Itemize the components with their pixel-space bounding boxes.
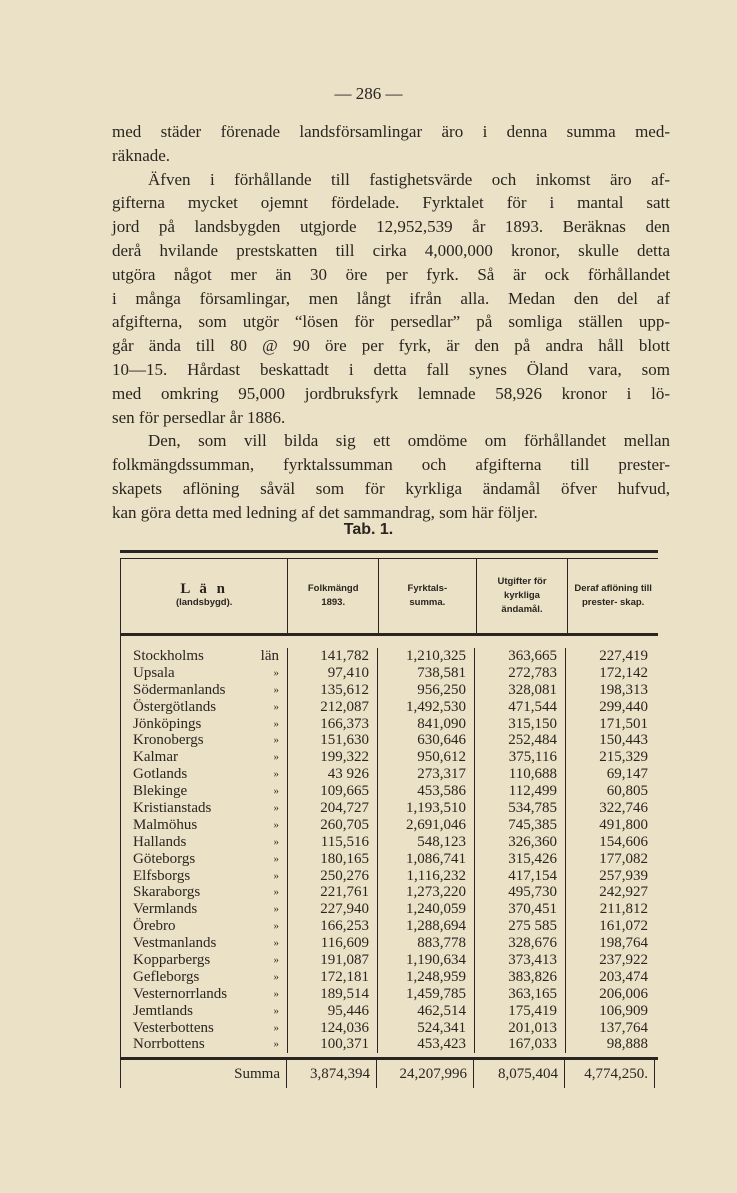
ditto-mark: » bbox=[273, 818, 279, 831]
county-cell bbox=[121, 1020, 288, 1037]
deraf-cell: 98,888 bbox=[606, 1036, 648, 1053]
table-row bbox=[121, 969, 658, 986]
utgifter-cell: 112,499 bbox=[475, 783, 566, 800]
utgifter-cell: 383,826 bbox=[475, 969, 566, 986]
county-cell bbox=[121, 884, 288, 901]
deraf-cell: 60,805 bbox=[606, 783, 648, 800]
fyrktal-cell: 1,210,325 bbox=[378, 648, 475, 665]
ditto-mark: » bbox=[273, 751, 279, 764]
county-name: Elfsborgs bbox=[133, 867, 191, 884]
fyrktal-cell: 1,492,530 bbox=[378, 699, 475, 716]
text-line: derå hvilande prestskatten till cirka 4,000,000 kronor, skulle detta bbox=[112, 240, 670, 260]
header-lan-sub: (landsbygd). bbox=[175, 597, 233, 608]
deraf-cell: 322,746 bbox=[599, 800, 648, 817]
utgifter-cell: 370,451 bbox=[475, 901, 566, 918]
table-row bbox=[121, 918, 658, 935]
ditto-mark: län bbox=[260, 648, 279, 664]
table-row bbox=[121, 665, 658, 682]
utgifter-cell: 363,165 bbox=[475, 986, 566, 1003]
folkmangd-cell: 124,036 bbox=[288, 1020, 378, 1037]
text-line: i många församlingar, men långt ifrån alla. Medan den del af bbox=[112, 288, 670, 308]
text-line: afgifterna, som utgör “lösen för persedlar” på somliga ställen upp- bbox=[112, 312, 670, 332]
utgifter-cell: 471,544 bbox=[475, 699, 566, 716]
table-row bbox=[121, 868, 658, 885]
utgifter-cell: 201,013 bbox=[475, 1020, 566, 1037]
fyrktal-cell: 453,423 bbox=[378, 1036, 475, 1053]
text-line: folkmängdssumman, fyrktalssumman och afgifterna till prester- bbox=[112, 455, 670, 475]
utgifter-cell: 252,484 bbox=[475, 732, 566, 749]
table-row bbox=[121, 1003, 658, 1020]
utgifter-cell: 275 585 bbox=[475, 918, 566, 935]
county-name: Vesternorrlands bbox=[133, 985, 228, 1002]
ditto-mark: » bbox=[273, 1038, 279, 1051]
table-row bbox=[121, 749, 658, 766]
utgifter-cell: 363,665 bbox=[475, 648, 566, 665]
utgifter-cell: 110,688 bbox=[475, 766, 566, 783]
folkmangd-cell: 115,516 bbox=[288, 834, 378, 851]
county-cell bbox=[121, 716, 288, 733]
summa-folkmangd: 3,874,394 bbox=[287, 1060, 377, 1088]
table-row bbox=[121, 682, 658, 699]
county-name: Upsala bbox=[133, 664, 175, 681]
deraf-cell: 242,927 bbox=[599, 884, 648, 901]
text-line: Den, som vill bilda sig ett omdöme om förhållandet mellan bbox=[148, 431, 670, 451]
text-line: sen för persedlar år 1886. bbox=[112, 407, 286, 427]
deraf-cell: 227,419 bbox=[599, 648, 648, 664]
county-name: Skaraborgs bbox=[133, 884, 201, 901]
county-name: Hallands bbox=[133, 833, 187, 850]
county-name: Kristianstads bbox=[133, 800, 212, 817]
folkmangd-cell: 97,410 bbox=[288, 665, 378, 682]
text-line: skapets aflöning såväl som för kyrkliga ändamål öfver hufvud, bbox=[112, 478, 670, 498]
table-row bbox=[121, 817, 658, 834]
fyrktal-cell: 1,459,785 bbox=[378, 986, 475, 1003]
county-name: Jönköpings bbox=[133, 715, 202, 732]
ditto-mark: » bbox=[273, 886, 279, 899]
county-cell bbox=[121, 732, 288, 749]
ditto-mark: » bbox=[273, 785, 279, 798]
utgifter-cell: 373,413 bbox=[475, 952, 566, 969]
fyrktal-cell: 548,123 bbox=[378, 834, 475, 851]
header-fyrktal-label: Fyrktals- summa. bbox=[407, 583, 448, 608]
text-line: med omkring 95,000 jordbruksfyrk lemnade 58,926 kronor i lö- bbox=[112, 383, 670, 403]
county-name: Kopparbergs bbox=[133, 952, 211, 969]
top-rule bbox=[120, 550, 658, 559]
fyrktal-cell: 1,086,741 bbox=[378, 851, 475, 868]
deraf-cell: 69,147 bbox=[606, 766, 648, 783]
summa-deraf: 4,774,250. bbox=[565, 1060, 655, 1088]
table-row bbox=[121, 935, 658, 952]
deraf-cell: 150,443 bbox=[599, 732, 648, 749]
fyrktal-cell: 273,317 bbox=[378, 766, 475, 783]
county-name: Norrbottens bbox=[133, 1036, 205, 1053]
table-header bbox=[120, 559, 658, 636]
header-lan bbox=[121, 559, 288, 633]
ditto-mark: » bbox=[273, 683, 279, 696]
utgifter-cell: 315,426 bbox=[475, 851, 566, 868]
county-cell bbox=[121, 901, 288, 918]
county-name: Blekinge bbox=[133, 783, 188, 800]
county-cell bbox=[121, 918, 288, 935]
fyrktal-cell: 1,190,634 bbox=[378, 952, 475, 969]
county-name: Vesterbottens bbox=[133, 1019, 214, 1036]
fyrktal-cell: 950,612 bbox=[378, 749, 475, 766]
folkmangd-cell: 212,087 bbox=[288, 699, 378, 716]
county-name: Östergötlands bbox=[133, 698, 217, 715]
utgifter-cell: 167,033 bbox=[475, 1036, 566, 1053]
deraf-cell: 172,142 bbox=[599, 664, 648, 681]
summa-fyrktal: 24,207,996 bbox=[377, 1060, 474, 1088]
ditto-mark: » bbox=[273, 903, 279, 916]
county-name: Örebro bbox=[133, 918, 176, 935]
folkmangd-cell: 109,665 bbox=[288, 783, 378, 800]
deraf-cell: 299,440 bbox=[599, 698, 648, 715]
header-fyrktal bbox=[379, 559, 477, 633]
deraf-cell: 137,764 bbox=[599, 1019, 648, 1036]
folkmangd-cell: 204,727 bbox=[288, 800, 378, 817]
folkmangd-cell: 172,181 bbox=[288, 969, 378, 986]
folkmangd-cell: 221,761 bbox=[288, 884, 378, 901]
deraf-cell: 177,082 bbox=[599, 850, 648, 867]
county-name: Vestmanlands bbox=[133, 935, 217, 952]
ditto-mark: » bbox=[273, 987, 279, 1000]
folkmangd-cell: 100,371 bbox=[288, 1036, 378, 1053]
text-line: jord på landsbygden utgjorde 12,952,539 år 1893. Beräknas den bbox=[112, 217, 670, 237]
county-name: Vermlands bbox=[133, 901, 198, 918]
ditto-mark: » bbox=[273, 869, 279, 882]
header-utgifter-label: Utgifter för kyrkliga ändamål. bbox=[497, 576, 547, 615]
table-row bbox=[121, 1036, 658, 1053]
ditto-mark: » bbox=[273, 835, 279, 848]
deraf-cell: 154,606 bbox=[599, 833, 648, 850]
folkmangd-cell: 227,940 bbox=[288, 901, 378, 918]
fyrktal-cell: 453,586 bbox=[378, 783, 475, 800]
county-cell bbox=[121, 699, 288, 716]
summa-label: Summa bbox=[120, 1060, 287, 1088]
county-cell bbox=[121, 648, 288, 665]
ditto-mark: » bbox=[273, 852, 279, 865]
county-cell bbox=[121, 834, 288, 851]
text-line: 10—15. Hårdast beskattadt i detta fall synes Öland vara, som bbox=[112, 359, 670, 379]
fyrktal-cell: 738,581 bbox=[378, 665, 475, 682]
deraf-cell: 198,313 bbox=[599, 681, 648, 698]
county-name: Jemtlands bbox=[133, 1002, 193, 1019]
folkmangd-cell: 166,373 bbox=[288, 716, 378, 733]
utgifter-cell: 417,154 bbox=[475, 868, 566, 885]
header-deraf-label: Deraf aflöning till prester- skap. bbox=[574, 583, 652, 608]
text-line: med städer förenade landsförsamlingar äro i denna summa med- bbox=[112, 122, 670, 141]
county-name: Stockholms bbox=[133, 648, 204, 664]
header-folkmangd bbox=[288, 559, 379, 633]
folkmangd-cell: 250,276 bbox=[288, 868, 378, 885]
utgifter-cell: 175,419 bbox=[475, 1003, 566, 1020]
county-name: Göteborgs bbox=[133, 850, 196, 867]
utgifter-cell: 328,676 bbox=[475, 935, 566, 952]
table-row bbox=[121, 884, 658, 901]
fyrktal-cell: 1,240,059 bbox=[378, 901, 475, 918]
ditto-mark: » bbox=[273, 802, 279, 815]
table-row bbox=[121, 648, 658, 665]
county-cell bbox=[121, 935, 288, 952]
deraf-cell: 106,909 bbox=[599, 1002, 648, 1019]
ditto-mark: » bbox=[273, 970, 279, 983]
utgifter-cell: 495,730 bbox=[475, 884, 566, 901]
deraf-cell: 171,501 bbox=[599, 715, 648, 732]
county-name: Kronobergs bbox=[133, 732, 204, 749]
table-row bbox=[121, 783, 658, 800]
summa-utgifter: 8,075,404 bbox=[474, 1060, 565, 1088]
deraf-cell: 237,922 bbox=[599, 952, 648, 969]
fyrktal-cell: 841,090 bbox=[378, 716, 475, 733]
folkmangd-cell: 260,705 bbox=[288, 817, 378, 834]
fyrktal-cell: 630,646 bbox=[378, 732, 475, 749]
county-cell bbox=[121, 682, 288, 699]
deraf-cell: 211,812 bbox=[599, 901, 648, 918]
deraf-cell: 491,800 bbox=[599, 816, 648, 833]
header-lan-title: L ä n bbox=[180, 581, 228, 597]
fyrktal-cell: 883,778 bbox=[378, 935, 475, 952]
utgifter-cell: 328,081 bbox=[475, 682, 566, 699]
county-name: Gefleborgs bbox=[133, 968, 200, 985]
ditto-mark: » bbox=[273, 937, 279, 950]
table-row bbox=[121, 901, 658, 918]
body-text bbox=[112, 120, 670, 525]
county-cell bbox=[121, 749, 288, 766]
fyrktal-cell: 1,288,694 bbox=[378, 918, 475, 935]
table-row bbox=[121, 834, 658, 851]
utgifter-cell: 326,360 bbox=[475, 834, 566, 851]
county-name: Malmöhus bbox=[133, 816, 198, 833]
table-row bbox=[121, 716, 658, 733]
ditto-mark: » bbox=[273, 920, 279, 933]
text-line: Äfven i förhållande till fastighetsvärde och inkomst äro af- bbox=[148, 169, 670, 189]
text-line: gifterna mycket ojemnt fördelade. Fyrktalet för i mantal satt bbox=[112, 193, 670, 213]
fyrktal-cell: 1,116,232 bbox=[378, 868, 475, 885]
county-name: Södermanlands bbox=[133, 681, 226, 698]
deraf-cell: 215,329 bbox=[599, 749, 648, 766]
table-title: Tab. 1. bbox=[343, 521, 394, 538]
fyrktal-cell: 956,250 bbox=[378, 682, 475, 699]
text-line: utgöra något mer än 30 öre per fyrk. Så är ock förhållandet bbox=[112, 264, 670, 284]
utgifter-cell: 745,385 bbox=[475, 817, 566, 834]
deraf-cell: 198,764 bbox=[599, 935, 648, 952]
header-deraf bbox=[568, 559, 658, 633]
statistics-table bbox=[120, 550, 658, 1088]
table-row bbox=[121, 800, 658, 817]
deraf-cell: 206,006 bbox=[599, 985, 648, 1002]
utgifter-cell: 272,783 bbox=[475, 665, 566, 682]
county-cell bbox=[121, 766, 288, 783]
deraf-cell: 203,474 bbox=[599, 968, 648, 985]
county-name: Kalmar bbox=[133, 749, 178, 766]
fyrktal-cell: 1,273,220 bbox=[378, 884, 475, 901]
fyrktal-cell: 462,514 bbox=[378, 1003, 475, 1020]
folkmangd-cell: 95,446 bbox=[288, 1003, 378, 1020]
fyrktal-cell: 2,691,046 bbox=[378, 817, 475, 834]
folkmangd-cell: 135,612 bbox=[288, 682, 378, 699]
summa-row bbox=[120, 1060, 658, 1088]
fyrktal-cell: 524,341 bbox=[378, 1020, 475, 1037]
text-line: räknade. bbox=[112, 145, 171, 165]
ditto-mark: » bbox=[273, 700, 279, 713]
table-row bbox=[121, 986, 658, 1003]
page-number: — 286 — bbox=[334, 84, 403, 103]
county-cell bbox=[121, 800, 288, 817]
ditto-mark: » bbox=[273, 1004, 279, 1017]
county-cell bbox=[121, 1036, 288, 1053]
utgifter-cell: 315,150 bbox=[475, 716, 566, 733]
folkmangd-cell: 141,782 bbox=[288, 648, 378, 665]
table-row bbox=[121, 732, 658, 749]
county-cell bbox=[121, 665, 288, 682]
fyrktal-cell: 1,193,510 bbox=[378, 800, 475, 817]
ditto-mark: » bbox=[273, 717, 279, 730]
text-line: kan göra detta med ledning af det sammandrag, som här följer. bbox=[112, 502, 538, 522]
folkmangd-cell: 151,630 bbox=[288, 732, 378, 749]
ditto-mark: » bbox=[273, 768, 279, 781]
folkmangd-cell: 116,609 bbox=[288, 935, 378, 952]
ditto-mark: » bbox=[273, 1021, 279, 1034]
table-row bbox=[121, 699, 658, 716]
header-utgifter bbox=[477, 559, 569, 633]
county-cell bbox=[121, 986, 288, 1003]
ditto-mark: » bbox=[273, 734, 279, 747]
text-line: går ända till 80 @ 90 öre per fyrk, är den på andra håll blott bbox=[112, 336, 670, 356]
table-body bbox=[120, 636, 658, 1060]
table-row bbox=[121, 1020, 658, 1037]
folkmangd-cell: 189,514 bbox=[288, 986, 378, 1003]
county-cell bbox=[121, 851, 288, 868]
table-row bbox=[121, 952, 658, 969]
deraf-cell: 161,072 bbox=[599, 918, 648, 935]
folkmangd-cell: 191,087 bbox=[288, 952, 378, 969]
utgifter-cell: 534,785 bbox=[475, 800, 566, 817]
ditto-mark: » bbox=[273, 666, 279, 679]
utgifter-cell: 375,116 bbox=[475, 749, 566, 766]
folkmangd-cell: 166,253 bbox=[288, 918, 378, 935]
county-cell bbox=[121, 783, 288, 800]
county-cell bbox=[121, 868, 288, 885]
header-folkmangd-label: Folkmängd 1893. bbox=[307, 583, 359, 608]
county-cell bbox=[121, 1003, 288, 1020]
ditto-mark: » bbox=[273, 954, 279, 967]
county-cell bbox=[121, 969, 288, 986]
table-row bbox=[121, 851, 658, 868]
fyrktal-cell: 1,248,959 bbox=[378, 969, 475, 986]
deraf-cell: 257,939 bbox=[599, 867, 648, 884]
county-cell bbox=[121, 817, 288, 834]
folkmangd-cell: 199,322 bbox=[288, 749, 378, 766]
folkmangd-cell: 180,165 bbox=[288, 851, 378, 868]
county-name: Gotlands bbox=[133, 766, 188, 783]
folkmangd-cell: 43 926 bbox=[288, 766, 378, 783]
table-row bbox=[121, 766, 658, 783]
county-cell bbox=[121, 952, 288, 969]
